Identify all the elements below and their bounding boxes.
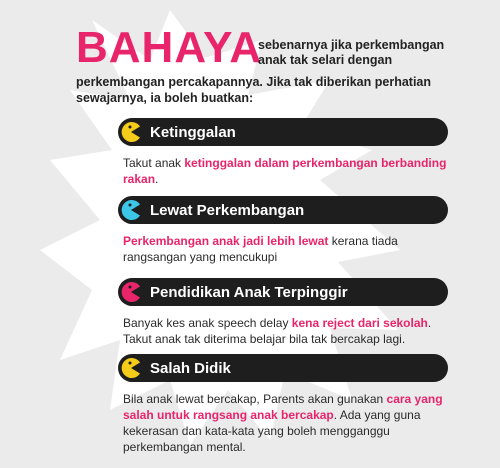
desc-text: Banyak kes anak speech delay	[123, 316, 292, 330]
section-title-pill	[118, 196, 448, 224]
desc-highlight: Perkembangan anak jadi lebih lewat	[123, 234, 329, 248]
section-title: Ketinggalan	[150, 123, 236, 141]
section-ketinggalan	[118, 118, 448, 187]
section-title: Salah Didik	[150, 359, 231, 377]
desc-text: . Takut anak tak diterima belajar bila tak bercakap lagi.	[123, 316, 432, 346]
section-title-pill	[118, 354, 448, 382]
section-description	[123, 233, 448, 265]
section-description	[123, 315, 448, 347]
pacman-pink-icon	[120, 281, 142, 303]
pacman-yellow-icon	[120, 357, 142, 379]
desc-highlight: kena reject dari sekolah	[291, 316, 428, 330]
desc-text: . Ada yang guna kekerasan dan kata-kata yang boleh mengganggu perkembangan mental.	[123, 408, 421, 454]
intro-text-2: perkembangan percakapannya. Jika tak diberikan perhatian sewajarnya, ia boleh buatkan:	[76, 75, 432, 105]
pacman-yellow-icon	[120, 121, 142, 143]
section-title-pill	[118, 278, 448, 306]
section-pendidikan-anak-terpinggir	[118, 278, 448, 347]
desc-highlight: cara yang salah untuk rangsang anak bercakap	[123, 392, 443, 422]
section-description	[123, 391, 448, 455]
desc-highlight: ketinggalan dalam perkembangan berbanding rakan	[123, 156, 447, 186]
pacman-blue-icon	[120, 199, 142, 221]
desc-text: Bila anak lewat bercakap, Parents akan gunakan	[123, 392, 387, 406]
section-salah-didik	[118, 354, 448, 455]
section-title: Pendidikan Anak Terpinggir	[150, 283, 348, 301]
desc-text: Takut anak	[123, 156, 185, 170]
intro-text-1: sebenarnya jika perkembangan anak tak selari dengan	[258, 38, 445, 67]
section-title: Lewat Perkembangan	[150, 201, 305, 219]
section-title-pill	[118, 118, 448, 146]
desc-text: kerana tiada rangsangan yang mencukupi	[123, 234, 398, 264]
section-description	[123, 155, 448, 187]
desc-text: .	[155, 172, 159, 186]
page-title: BAHAYA	[76, 23, 263, 72]
section-lewat-perkembangan	[118, 196, 448, 265]
